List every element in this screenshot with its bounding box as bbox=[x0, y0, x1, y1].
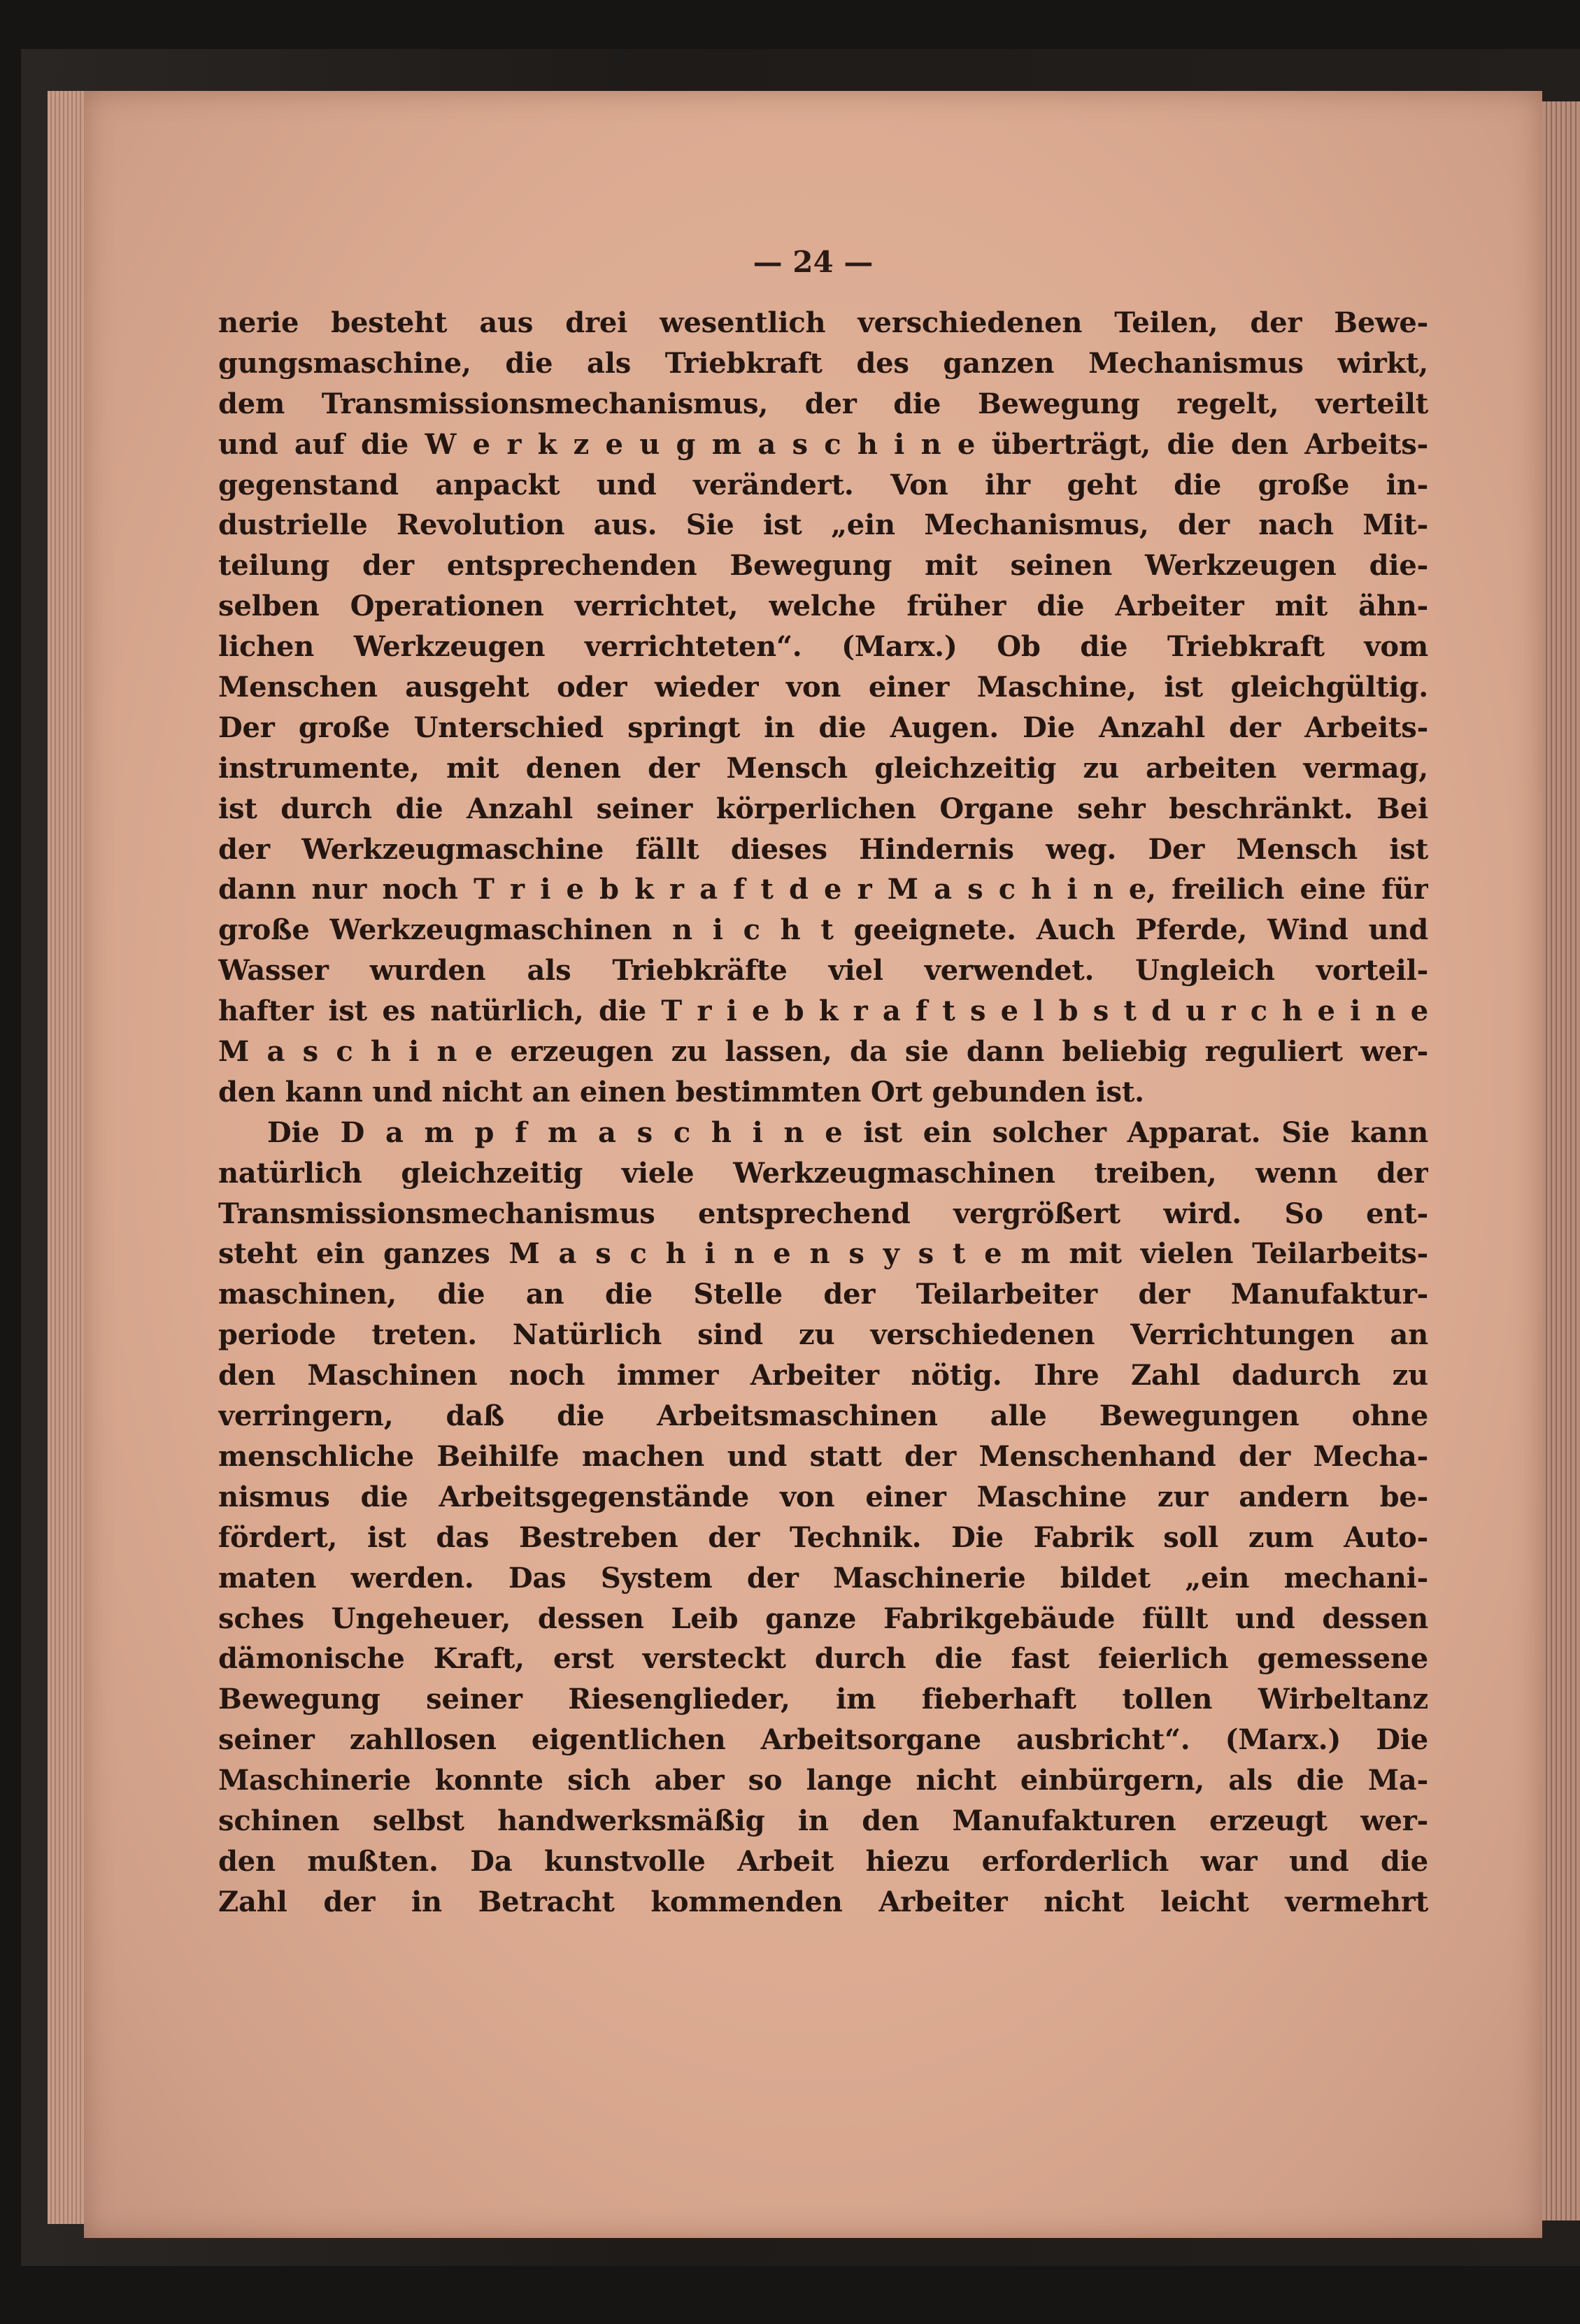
text-line: Menschen ausgeht oder wieder von einer Maschine, ist gleichgültig. bbox=[218, 671, 1428, 704]
text-line: instrumente, mit denen der Mensch gleichzeitig zu arbeiten vermag, bbox=[218, 751, 1428, 785]
text-line: Wasser wurden als Triebkräfte viel verwendet. Ungleich vorteil- bbox=[218, 954, 1428, 988]
text-line: Der große Unterschied springt in die Augen. Die Anzahl der Arbeits- bbox=[218, 711, 1428, 744]
text-line: der Werkzeugmaschine fällt dieses Hindernis weg. Der Mensch ist bbox=[218, 832, 1428, 866]
body-text bbox=[218, 303, 1428, 1923]
text-line: den Maschinen noch immer Arbeiter nötig. Ihre Zahl dadurch zu bbox=[218, 1359, 1428, 1392]
text-line: selben Operationen verrichtet, welche früher die Arbeiter mit ähn- bbox=[218, 590, 1428, 623]
text-line: hafter ist es natürlich, die T r i e b k r a f t s e l b s t d u r c h e i n e bbox=[218, 995, 1428, 1028]
text-line: periode treten. Natürlich sind zu verschiedenen Verrichtungen an bbox=[218, 1318, 1428, 1352]
text-line: Zahl der in Betracht kommenden Arbeiter nicht leicht vermehrt bbox=[218, 1885, 1428, 1918]
text-line: lichen Werkzeugen verrichteten“. (Marx.) Ob die Triebkraft vom bbox=[218, 630, 1428, 664]
text-line: dämonische Kraft, erst versteckt durch die fast feierlich gemessene bbox=[218, 1642, 1428, 1676]
text-line: Transmissionsmechanismus entsprechend vergrößert wird. So ent- bbox=[218, 1197, 1428, 1230]
text-line: teilung der entsprechenden Bewegung mit seinen Werkzeugen die- bbox=[218, 549, 1428, 583]
page-edges-right bbox=[1542, 101, 1580, 2220]
text-line: dustrielle Revolution aus. Sie ist „ein Mechanismus, der nach Mit- bbox=[218, 508, 1428, 542]
text-line-paragraph-start: Die D a m p f m a s c h i n e ist ein solcher Apparat. Sie kann bbox=[267, 1115, 1428, 1149]
text-line: menschliche Beihilfe machen und statt der Menschenhand der Mecha- bbox=[218, 1439, 1428, 1473]
text-line: steht ein ganzes M a s c h i n e n s y s t e m mit vielen Teilarbeits- bbox=[218, 1237, 1428, 1271]
text-line: M a s c h i n e erzeugen zu lassen, da sie dann beliebig reguliert wer- bbox=[218, 1035, 1428, 1069]
text-line: große Werkzeugmaschinen n i c h t geeignete. Auch Pferde, Wind und bbox=[218, 913, 1428, 947]
text-line: fördert, ist das Bestreben der Technik. Die Fabrik soll zum Auto- bbox=[218, 1520, 1428, 1554]
text-line: Bewegung seiner Riesenglieder, im fieberhaft tollen Wirbeltanz bbox=[218, 1683, 1428, 1716]
text-line: den mußten. Da kunstvolle Arbeit hiezu erforderlich war und die bbox=[218, 1844, 1428, 1878]
text-line: gegenstand anpackt und verändert. Von ihr geht die große in- bbox=[218, 468, 1428, 501]
text-line: dann nur noch T r i e b k r a f t d e r M a s c h i n e, freilich eine für bbox=[218, 873, 1428, 906]
text-line: seiner zahllosen eigentlichen Arbeitsorgane ausbricht“. (Marx.) Die bbox=[218, 1723, 1428, 1757]
book-page bbox=[84, 91, 1542, 2238]
text-line: nismus die Arbeitsgegenstände von einer Maschine zur andern be- bbox=[218, 1480, 1428, 1513]
text-line: sches Ungeheuer, dessen Leib ganze Fabrikgebäude füllt und dessen bbox=[218, 1602, 1428, 1635]
text-line: gungsmaschine, die als Triebkraft des ganzen Mechanismus wirkt, bbox=[218, 346, 1428, 380]
text-line: und auf die W e r k z e u g m a s c h i n e überträgt, die den Arbeits- bbox=[218, 427, 1428, 461]
text-line: ist durch die Anzahl seiner körperlichen Organe sehr beschränkt. Bei bbox=[218, 792, 1428, 825]
page-edges-left bbox=[48, 91, 90, 2224]
text-line: maschinen, die an die Stelle der Teilarbeiter der Manufaktur- bbox=[218, 1278, 1428, 1311]
text-line: verringern, daß die Arbeitsmaschinen alle Bewegungen ohne bbox=[218, 1399, 1428, 1433]
page-number: — 24 — bbox=[753, 245, 874, 279]
text-line: schinen selbst handwerksmäßig in den Manufakturen erzeugt wer- bbox=[218, 1804, 1428, 1837]
text-line: nerie besteht aus drei wesentlich verschiedenen Teilen, der Bewe- bbox=[218, 306, 1428, 339]
text-line: maten werden. Das System der Maschinerie bildet „ein mechani- bbox=[218, 1561, 1428, 1595]
text-line: natürlich gleichzeitig viele Werkzeugmaschinen treiben, wenn der bbox=[218, 1156, 1428, 1190]
text-line-paragraph-end: den kann und nicht an einen bestimmten Ort gebunden ist. bbox=[218, 1075, 1144, 1108]
text-line: Maschinerie konnte sich aber so lange nicht einbürgern, als die Ma- bbox=[218, 1764, 1428, 1797]
text-line: dem Transmissionsmechanismus, der die Bewegung regelt, verteilt bbox=[218, 387, 1428, 420]
